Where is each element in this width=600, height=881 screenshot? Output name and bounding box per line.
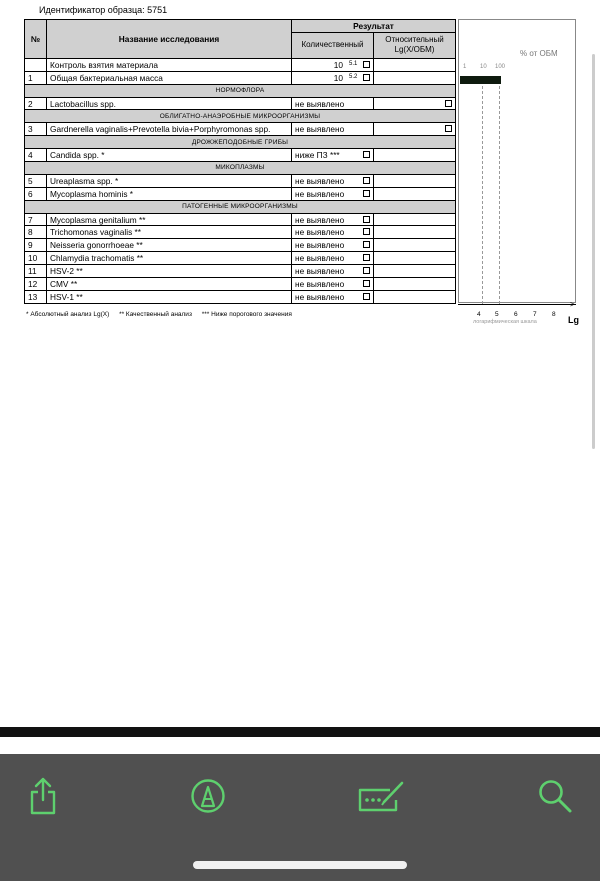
page-edge-band [0, 727, 600, 737]
row-value: не выявлено [292, 97, 374, 110]
sample-id: Идентификатор образца: 5751 [39, 5, 168, 15]
x-tick-label: 7 [533, 311, 537, 318]
header-name: Название исследования [47, 20, 292, 59]
search-icon [537, 778, 573, 814]
scrollbar[interactable] [592, 54, 595, 449]
gridline [499, 76, 500, 304]
row-number: 1 [25, 71, 47, 84]
share-icon [28, 776, 58, 816]
row-name: Gardnerella vaginalis+Prevotella bivia+Porphyromonas spp. [47, 123, 292, 136]
row-name: Lactobacillus spp. [47, 97, 292, 110]
row-number: 9 [25, 239, 47, 252]
row-checkbox[interactable] [363, 74, 370, 81]
row-number: 2 [25, 97, 47, 110]
row-name: CMV ** [47, 278, 292, 291]
x-tick-label: 4 [477, 311, 481, 318]
row-checkbox[interactable] [363, 280, 370, 287]
form-fill-button[interactable] [355, 774, 407, 818]
table-row [25, 71, 456, 84]
scale-label: логарифмическая шкала [473, 319, 537, 325]
chart-title: % от ОБМ [520, 49, 558, 58]
x-tick-label: 6 [514, 311, 518, 318]
x-tick-label: 8 [552, 311, 556, 318]
row-name: HSV-2 ** [47, 265, 292, 278]
row-number: 6 [25, 187, 47, 200]
row-power: 5.2 [349, 73, 358, 80]
row-checkbox[interactable] [445, 100, 452, 107]
row-value: 10 [333, 59, 343, 70]
row-number: 12 [25, 278, 47, 291]
footnote-qualitative: ** Качественный анализ [119, 311, 192, 318]
markup-pen-icon [190, 778, 226, 814]
markup-button[interactable] [186, 774, 230, 818]
row-value: не выявлено [295, 227, 345, 238]
table-row [25, 97, 456, 110]
home-indicator[interactable] [193, 861, 407, 869]
table-row [25, 265, 456, 278]
row-checkbox[interactable] [363, 177, 370, 184]
table-row [25, 187, 456, 200]
share-button[interactable] [22, 774, 64, 818]
row-checkbox[interactable] [363, 241, 370, 248]
footnote-threshold: *** Ниже порогового значения [201, 311, 292, 318]
log-scale-chart [458, 19, 579, 325]
row-name: HSV-1 ** [47, 290, 292, 303]
row-value: не выявлено [295, 291, 345, 302]
table-row [25, 278, 456, 291]
top-tick-label: 1 [463, 64, 467, 70]
row-checkbox[interactable] [363, 228, 370, 235]
row-value: не выявлено [295, 253, 345, 264]
gridline [482, 76, 483, 304]
footnotes [26, 311, 300, 318]
bottom-toolbar [0, 754, 600, 881]
row-value: ниже ПЗ *** [295, 150, 340, 161]
row-checkbox[interactable] [363, 61, 370, 68]
row-checkbox[interactable] [445, 125, 452, 132]
header-relative [374, 32, 456, 58]
row-value: 10 [333, 72, 343, 83]
row-number: 3 [25, 123, 47, 136]
footnote-absolute: * Абсолютный анализ Lg(X) [26, 311, 110, 318]
row-name: Neisseria gonorrhoeae ** [47, 239, 292, 252]
section-header: НОРМОФЛОРА [25, 84, 456, 97]
row-checkbox[interactable] [363, 293, 370, 300]
header-relative-line1: Относительный [385, 35, 444, 45]
row-checkbox[interactable] [363, 151, 370, 158]
row-number: 5 [25, 174, 47, 187]
table-row [25, 174, 456, 187]
table-row [25, 213, 456, 226]
table-row [25, 239, 456, 252]
top-tick-label: 100 [495, 64, 506, 70]
form-fill-icon [356, 778, 406, 814]
top-tick-label: 10 [480, 64, 487, 70]
row-value: не выявлено [295, 188, 345, 199]
section-header: ДРОЖЖЕПОДОБНЫЕ ГРИБЫ [25, 136, 456, 149]
row-value: не выявлено [295, 278, 345, 289]
row-value: не выявлено [295, 175, 345, 186]
results-table [24, 19, 456, 304]
row-checkbox[interactable] [363, 216, 370, 223]
x-axis-label: Lg [568, 315, 579, 325]
header-result: Результат [292, 20, 456, 33]
row-name: Ureaplasma spp. * [47, 174, 292, 187]
row-power: 5.1 [349, 60, 358, 67]
chart-bar [460, 76, 501, 84]
row-name: Trichomonas vaginalis ** [47, 226, 292, 239]
section-header: ОБЛИГАТНО-АНАЭРОБНЫЕ МИКРООРГАНИЗМЫ [25, 110, 456, 123]
row-name: Mycoplasma genitalium ** [47, 213, 292, 226]
row-number: 7 [25, 213, 47, 226]
row-number: 4 [25, 149, 47, 162]
section-header: ПАТОГЕННЫЕ МИКРООРГАНИЗМЫ [25, 200, 456, 213]
row-value: не выявлено [292, 123, 374, 136]
row-checkbox[interactable] [363, 254, 370, 261]
row-name: Chlamydia trachomatis ** [47, 252, 292, 265]
header-quantitative: Количественный [292, 32, 374, 58]
chart-frame [458, 19, 576, 303]
page-gap [0, 737, 600, 754]
row-number: 13 [25, 290, 47, 303]
section-header: МИКОПЛАЗМЫ [25, 162, 456, 175]
table-row [25, 226, 456, 239]
axis-arrow-icon: > [570, 300, 575, 309]
row-number: 8 [25, 226, 47, 239]
table-row [25, 123, 456, 136]
row-name: Контроль взятия материала [47, 58, 292, 71]
table-row [25, 149, 456, 162]
table-row [25, 290, 456, 303]
row-checkbox[interactable] [363, 190, 370, 197]
row-number: 11 [25, 265, 47, 278]
row-value: не выявлено [295, 240, 345, 251]
row-value: не выявлено [295, 266, 345, 277]
table-row [25, 252, 456, 265]
search-button[interactable] [533, 774, 577, 818]
row-number: 10 [25, 252, 47, 265]
row-name: Mycoplasma hominis * [47, 187, 292, 200]
row-value: не выявлено [295, 214, 345, 225]
header-number: № [25, 20, 47, 59]
row-name: Candida spp. * [47, 149, 292, 162]
table-row [25, 58, 456, 71]
x-axis [458, 304, 576, 305]
header-relative-line2: Lg(X/ОБМ) [394, 45, 435, 55]
row-name: Общая бактериальная масса [47, 71, 292, 84]
row-checkbox[interactable] [363, 267, 370, 274]
x-tick-label: 5 [495, 311, 499, 318]
